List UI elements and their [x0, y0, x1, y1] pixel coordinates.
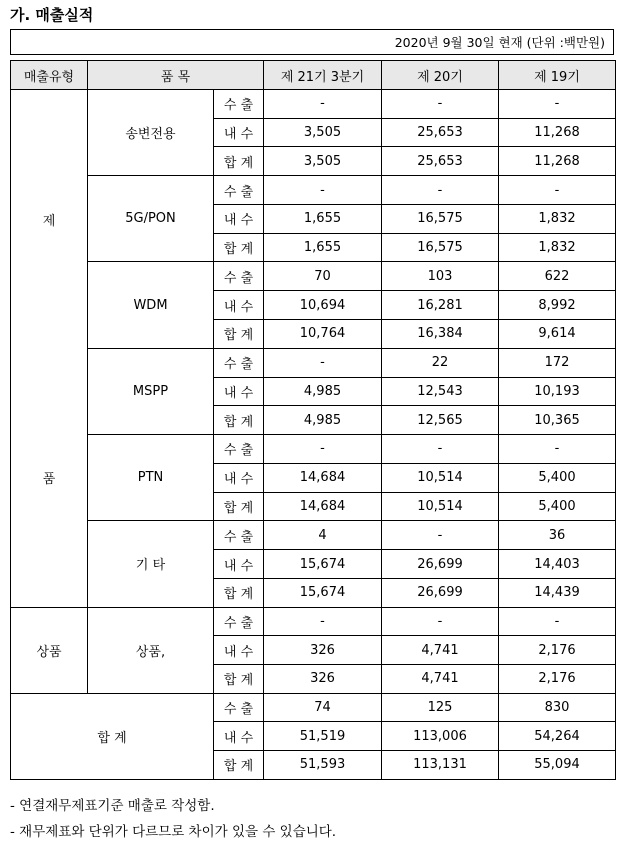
value-cell: 14,684 — [264, 463, 382, 492]
value-cell: 16,575 — [382, 233, 499, 262]
value-cell: 15,674 — [264, 578, 382, 607]
value-cell: 326 — [264, 664, 382, 693]
table-row — [11, 434, 616, 463]
kind-cell: 내 수 — [214, 550, 264, 579]
kind-cell: 합 계 — [214, 319, 264, 348]
kind-cell: 수 출 — [214, 693, 264, 722]
note-2: - 재무제표와 단위가 다르므로 차이가 있을 수 있습니다. — [10, 824, 337, 840]
value-cell: 8,992 — [499, 291, 616, 320]
value-cell: 25,653 — [382, 118, 499, 147]
value-cell: 16,575 — [382, 204, 499, 233]
value-cell: 2,176 — [499, 636, 616, 665]
kind-cell: 수 출 — [214, 607, 264, 636]
kind-cell: 수 출 — [214, 521, 264, 550]
value-cell: 113,006 — [382, 722, 499, 751]
value-cell: - — [382, 176, 499, 205]
table-row — [11, 521, 616, 550]
value-cell: - — [264, 607, 382, 636]
sales-type-bottom: 품 — [42, 471, 56, 487]
header-period-20: 제 20기 — [382, 61, 499, 90]
kind-cell: 내 수 — [214, 377, 264, 406]
value-cell: - — [499, 434, 616, 463]
value-cell: 3,505 — [264, 118, 382, 147]
product-name-cell: 5G/PON — [88, 176, 214, 262]
sales-type-cell — [11, 90, 88, 608]
product-name-cell: WDM — [88, 262, 214, 348]
value-cell: 22 — [382, 348, 499, 377]
kind-cell: 내 수 — [214, 204, 264, 233]
table-row — [11, 607, 616, 636]
sales-table — [10, 60, 616, 780]
product-name-cell: PTN — [88, 434, 214, 520]
value-cell: - — [499, 176, 616, 205]
value-cell: - — [264, 434, 382, 463]
value-cell: 12,565 — [382, 406, 499, 435]
value-cell: 4 — [264, 521, 382, 550]
kind-cell: 합 계 — [214, 233, 264, 262]
header-item: 품 목 — [88, 61, 264, 90]
value-cell: 4,741 — [382, 636, 499, 665]
value-cell: - — [264, 348, 382, 377]
value-cell: 11,268 — [499, 147, 616, 176]
kind-cell: 내 수 — [214, 463, 264, 492]
kind-cell: 수 출 — [214, 90, 264, 119]
value-cell: 51,519 — [264, 722, 382, 751]
value-cell: 1,832 — [499, 204, 616, 233]
value-cell: - — [382, 90, 499, 119]
kind-cell: 합 계 — [214, 492, 264, 521]
total-label-cell: 합 계 — [11, 693, 214, 779]
value-cell: 4,741 — [382, 664, 499, 693]
value-cell: 1,655 — [264, 204, 382, 233]
table-row — [11, 176, 616, 205]
value-cell: 10,694 — [264, 291, 382, 320]
header-period-19: 제 19기 — [499, 61, 616, 90]
value-cell: - — [499, 607, 616, 636]
value-cell: 51,593 — [264, 751, 382, 780]
value-cell: - — [264, 176, 382, 205]
value-cell: - — [499, 90, 616, 119]
value-cell: 9,614 — [499, 319, 616, 348]
value-cell: 5,400 — [499, 492, 616, 521]
value-cell: 14,684 — [264, 492, 382, 521]
value-cell: - — [264, 90, 382, 119]
product-name-cell: 상품, — [88, 607, 214, 693]
value-cell: 125 — [382, 693, 499, 722]
kind-cell: 수 출 — [214, 434, 264, 463]
sales-type-cell: 상품 — [11, 607, 88, 693]
value-cell: - — [382, 607, 499, 636]
value-cell: 5,400 — [499, 463, 616, 492]
value-cell: 14,439 — [499, 578, 616, 607]
value-cell: 830 — [499, 693, 616, 722]
value-cell: 172 — [499, 348, 616, 377]
value-cell: 25,653 — [382, 147, 499, 176]
kind-cell: 내 수 — [214, 636, 264, 665]
kind-cell: 내 수 — [214, 722, 264, 751]
kind-cell: 수 출 — [214, 348, 264, 377]
value-cell: 1,655 — [264, 233, 382, 262]
product-name-cell: MSPP — [88, 348, 214, 434]
value-cell: 326 — [264, 636, 382, 665]
value-cell: 4,985 — [264, 377, 382, 406]
unit-text: 2020년 9월 30일 현재 (단위 :백만원) — [394, 35, 605, 50]
value-cell: 103 — [382, 262, 499, 291]
product-name-cell: 기 타 — [88, 521, 214, 607]
value-cell: 10,193 — [499, 377, 616, 406]
value-cell: 10,514 — [382, 463, 499, 492]
table-row — [11, 693, 616, 722]
table-body — [11, 90, 616, 780]
header-period-21: 제 21기 3분기 — [264, 61, 382, 90]
value-cell: 70 — [264, 262, 382, 291]
unit-box — [10, 29, 614, 55]
sales-type-top: 제 — [42, 213, 56, 229]
note-1: - 연결재무제표기준 매출로 작성함. — [10, 798, 215, 814]
kind-cell: 수 출 — [214, 262, 264, 291]
value-cell: 10,514 — [382, 492, 499, 521]
kind-cell: 내 수 — [214, 118, 264, 147]
table-row — [11, 348, 616, 377]
value-cell: 26,699 — [382, 550, 499, 579]
header-type: 매출유형 — [11, 61, 88, 90]
value-cell: 10,365 — [499, 406, 616, 435]
header-row — [11, 61, 616, 90]
section-title: 가. 매출실적 — [10, 6, 94, 24]
value-cell: 55,094 — [499, 751, 616, 780]
value-cell: 1,832 — [499, 233, 616, 262]
value-cell: 15,674 — [264, 550, 382, 579]
value-cell: 16,281 — [382, 291, 499, 320]
table-row — [11, 90, 616, 119]
kind-cell: 합 계 — [214, 578, 264, 607]
value-cell: 10,764 — [264, 319, 382, 348]
value-cell: 11,268 — [499, 118, 616, 147]
value-cell: 36 — [499, 521, 616, 550]
table-row — [11, 262, 616, 291]
value-cell: 14,403 — [499, 550, 616, 579]
kind-cell: 합 계 — [214, 664, 264, 693]
value-cell: 2,176 — [499, 664, 616, 693]
value-cell: 3,505 — [264, 147, 382, 176]
value-cell: - — [382, 521, 499, 550]
kind-cell: 수 출 — [214, 176, 264, 205]
kind-cell: 내 수 — [214, 291, 264, 320]
value-cell: 74 — [264, 693, 382, 722]
value-cell: 16,384 — [382, 319, 499, 348]
value-cell: 26,699 — [382, 578, 499, 607]
value-cell: 622 — [499, 262, 616, 291]
value-cell: - — [382, 434, 499, 463]
kind-cell: 합 계 — [214, 406, 264, 435]
kind-cell: 합 계 — [214, 751, 264, 780]
kind-cell: 합 계 — [214, 147, 264, 176]
value-cell: 113,131 — [382, 751, 499, 780]
product-name-cell: 송변전용 — [88, 90, 214, 176]
value-cell: 54,264 — [499, 722, 616, 751]
value-cell: 4,985 — [264, 406, 382, 435]
value-cell: 12,543 — [382, 377, 499, 406]
